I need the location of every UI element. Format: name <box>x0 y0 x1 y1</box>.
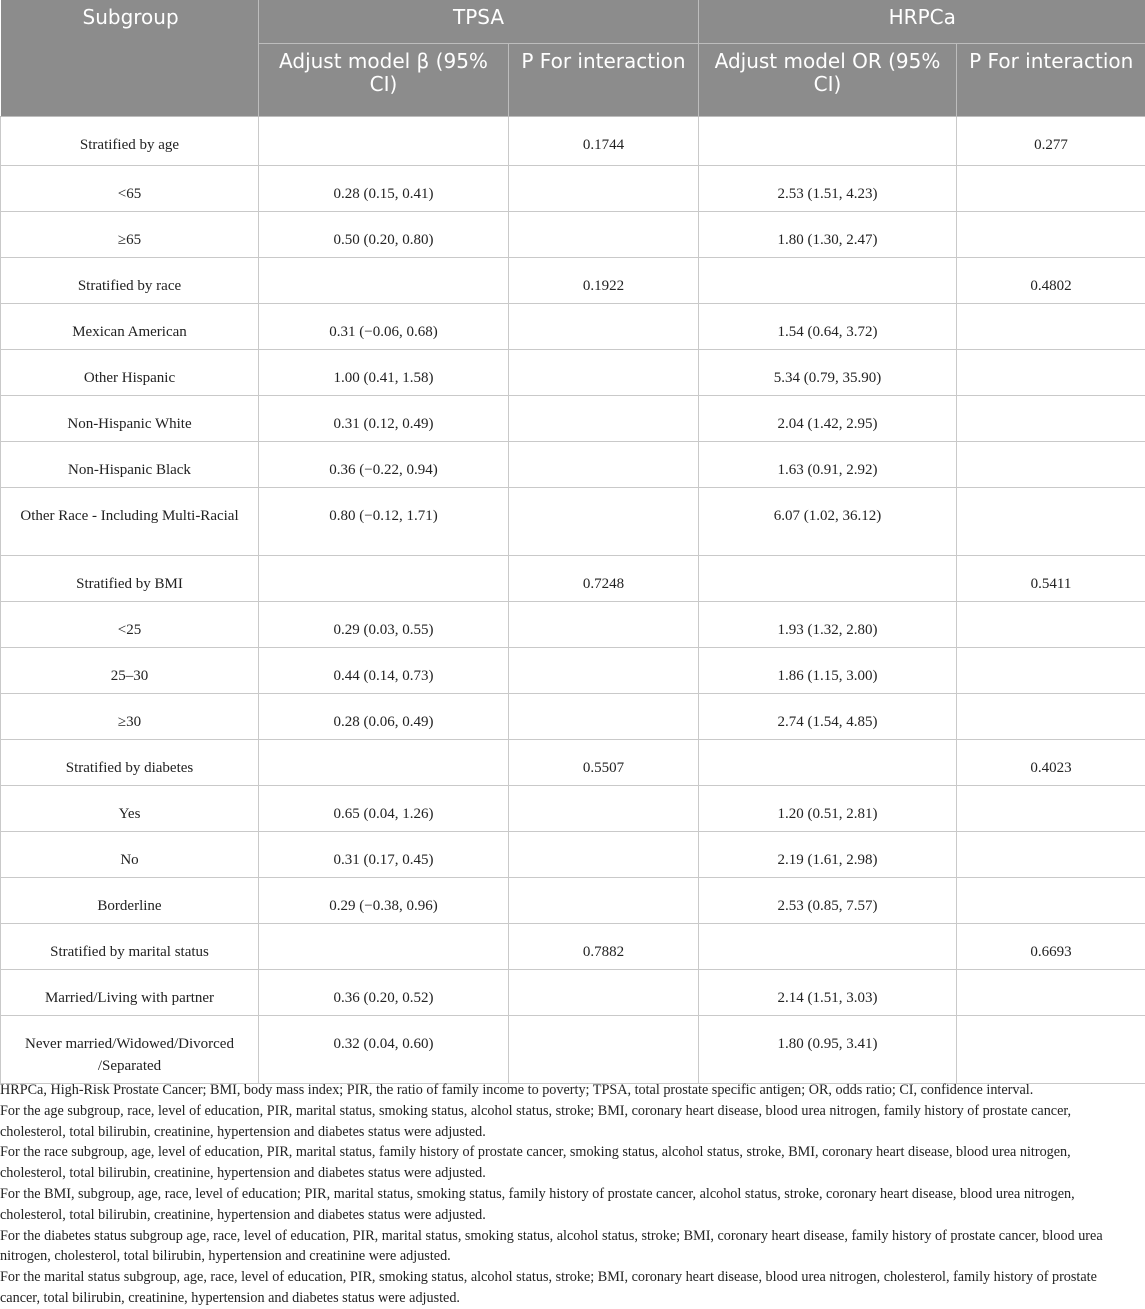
cell-hrpca-p <box>957 694 1145 740</box>
cell-tpsa-p <box>509 166 699 212</box>
cell-tpsa-beta: 0.29 (−0.38, 0.96) <box>259 878 509 924</box>
table-row <box>1 924 1145 970</box>
cell-hrpca-p <box>957 304 1145 350</box>
cell-tpsa-beta <box>259 740 509 786</box>
cell-hrpca-or: 1.54 (0.64, 3.72) <box>699 304 957 350</box>
table-row <box>1 878 1145 924</box>
cell-tpsa-beta: 0.65 (0.04, 1.26) <box>259 786 509 832</box>
cell-subgroup: ≥65 <box>1 212 259 258</box>
table-row <box>1 648 1145 694</box>
header-subgroup: Subgroup <box>1 0 259 117</box>
cell-hrpca-or: 6.07 (1.02, 36.12) <box>699 488 957 556</box>
cell-hrpca-p <box>957 350 1145 396</box>
table-row <box>1 786 1145 832</box>
table-header <box>1 0 1145 117</box>
table-row <box>1 1016 1145 1084</box>
header-tpsa-model: Adjust model β (95% CI) <box>259 44 509 117</box>
cell-tpsa-p: 0.5507 <box>509 740 699 786</box>
cell-tpsa-p <box>509 648 699 694</box>
cell-subgroup: Stratified by BMI <box>1 556 259 602</box>
footnote: For the diabetes status subgroup age, race, level of education, PIR, marital status, smoking status, alcohol status, stroke; BMI, coronary heart disease, family history of prostate cancer, blood urea nitrogen, cholesterol, total bilirubin, hypertension and creatinine were adjusted. <box>0 1226 1140 1268</box>
cell-hrpca-or <box>699 258 957 304</box>
header-hrpca-p: P For interaction <box>957 44 1145 117</box>
cell-subgroup: No <box>1 832 259 878</box>
table-row <box>1 166 1145 212</box>
cell-tpsa-beta: 0.28 (0.06, 0.49) <box>259 694 509 740</box>
cell-subgroup: Mexican American <box>1 304 259 350</box>
header-tpsa-p: P For interaction <box>509 44 699 117</box>
cell-hrpca-or: 2.53 (0.85, 7.57) <box>699 878 957 924</box>
cell-tpsa-beta: 0.31 (−0.06, 0.68) <box>259 304 509 350</box>
cell-hrpca-or <box>699 556 957 602</box>
table-row <box>1 970 1145 1016</box>
footnote: For the age subgroup, race, level of education, PIR, marital status, smoking status, alcohol status, stroke; BMI, coronary heart disease, blood urea nitrogen, family history of prostate cancer, cholesterol, total bilirubin, creatinine, hypertension and diabetes status were adjusted. <box>0 1101 1140 1143</box>
table-row <box>1 258 1145 304</box>
cell-tpsa-p <box>509 694 699 740</box>
cell-tpsa-p: 0.1744 <box>509 117 699 166</box>
cell-subgroup: <25 <box>1 602 259 648</box>
cell-tpsa-beta: 0.31 (0.12, 0.49) <box>259 396 509 442</box>
cell-tpsa-p <box>509 832 699 878</box>
cell-tpsa-p: 0.7882 <box>509 924 699 970</box>
cell-hrpca-p <box>957 832 1145 878</box>
cell-hrpca-or: 2.14 (1.51, 3.03) <box>699 970 957 1016</box>
table-row <box>1 304 1145 350</box>
cell-hrpca-or: 1.86 (1.15, 3.00) <box>699 648 957 694</box>
cell-subgroup: Never married/Widowed/Divorced /Separated <box>1 1016 259 1084</box>
cell-tpsa-p <box>509 970 699 1016</box>
table-row <box>1 556 1145 602</box>
cell-tpsa-beta: 0.31 (0.17, 0.45) <box>259 832 509 878</box>
header-hrpca: HRPCa <box>699 0 1145 44</box>
cell-subgroup: 25–30 <box>1 648 259 694</box>
cell-subgroup: Non-Hispanic Black <box>1 442 259 488</box>
cell-tpsa-p <box>509 488 699 556</box>
cell-hrpca-p <box>957 648 1145 694</box>
table-row <box>1 740 1145 786</box>
cell-hrpca-p <box>957 970 1145 1016</box>
cell-subgroup: <65 <box>1 166 259 212</box>
cell-tpsa-beta: 0.80 (−0.12, 1.71) <box>259 488 509 556</box>
cell-hrpca-or: 2.53 (1.51, 4.23) <box>699 166 957 212</box>
cell-tpsa-p <box>509 396 699 442</box>
cell-tpsa-p <box>509 442 699 488</box>
cell-hrpca-p <box>957 878 1145 924</box>
cell-subgroup: Stratified by age <box>1 117 259 166</box>
cell-hrpca-or <box>699 924 957 970</box>
table-row <box>1 117 1145 166</box>
cell-hrpca-or: 2.19 (1.61, 2.98) <box>699 832 957 878</box>
table-body <box>1 117 1145 1084</box>
cell-hrpca-p: 0.4802 <box>957 258 1145 304</box>
cell-hrpca-p <box>957 212 1145 258</box>
cell-tpsa-p <box>509 786 699 832</box>
footnote: For the marital status subgroup, age, race, level of education, PIR, smoking status, alcohol status, stroke; BMI, coronary heart disease, blood urea nitrogen, cholesterol, family history of prostate cancer, total bilirubin, creatinine, hypertension and diabetes status were adjusted. <box>0 1267 1140 1309</box>
cell-hrpca-or: 2.04 (1.42, 2.95) <box>699 396 957 442</box>
cell-subgroup: Borderline <box>1 878 259 924</box>
cell-hrpca-or <box>699 740 957 786</box>
cell-tpsa-p <box>509 878 699 924</box>
cell-tpsa-beta: 0.50 (0.20, 0.80) <box>259 212 509 258</box>
cell-hrpca-p: 0.277 <box>957 117 1145 166</box>
table-row <box>1 488 1145 556</box>
cell-subgroup: Yes <box>1 786 259 832</box>
cell-tpsa-p <box>509 212 699 258</box>
cell-tpsa-beta <box>259 258 509 304</box>
cell-hrpca-or: 2.74 (1.54, 4.85) <box>699 694 957 740</box>
footnote: HRPCa, High-Risk Prostate Cancer; BMI, body mass index; PIR, the ratio of family income to poverty; TPSA, total prostate specific antigen; OR, odds ratio; CI, confidence interval. <box>0 1080 1140 1101</box>
table-row <box>1 442 1145 488</box>
cell-tpsa-beta: 0.36 (0.20, 0.52) <box>259 970 509 1016</box>
footnote: For the race subgroup, age, level of education, PIR, marital status, family history of prostate cancer, smoking status, alcohol status, stroke, BMI, coronary heart disease, blood urea nitrogen, cholesterol, total bilirubin, creatinine, hypertension and diabetes status were adjusted. <box>0 1142 1140 1184</box>
table-row <box>1 396 1145 442</box>
cell-hrpca-p <box>957 602 1145 648</box>
cell-subgroup: Non-Hispanic White <box>1 396 259 442</box>
cell-hrpca-p <box>957 786 1145 832</box>
cell-tpsa-p: 0.7248 <box>509 556 699 602</box>
footnote: For the BMI, subgroup, age, race, level of education; PIR, marital status, smoking status, family history of prostate cancer, alcohol status, stroke, coronary heart disease, blood urea nitrogen, cholesterol, total bilirubin, creatinine, hypertension and diabetes status were adjusted. <box>0 1184 1140 1226</box>
table-row <box>1 212 1145 258</box>
cell-tpsa-beta: 0.29 (0.03, 0.55) <box>259 602 509 648</box>
cell-hrpca-or: 5.34 (0.79, 35.90) <box>699 350 957 396</box>
cell-tpsa-beta: 1.00 (0.41, 1.58) <box>259 350 509 396</box>
cell-subgroup: Stratified by marital status <box>1 924 259 970</box>
header-hrpca-model: Adjust model OR (95% CI) <box>699 44 957 117</box>
cell-tpsa-beta <box>259 924 509 970</box>
cell-hrpca-p <box>957 488 1145 556</box>
cell-tpsa-beta: 0.32 (0.04, 0.60) <box>259 1016 509 1084</box>
cell-hrpca-p <box>957 442 1145 488</box>
cell-hrpca-or: 1.63 (0.91, 2.92) <box>699 442 957 488</box>
cell-tpsa-p <box>509 602 699 648</box>
cell-tpsa-beta: 0.28 (0.15, 0.41) <box>259 166 509 212</box>
cell-hrpca-p: 0.6693 <box>957 924 1145 970</box>
cell-subgroup: Married/Living with partner <box>1 970 259 1016</box>
cell-tpsa-p: 0.1922 <box>509 258 699 304</box>
cell-hrpca-p <box>957 166 1145 212</box>
cell-subgroup: ≥30 <box>1 694 259 740</box>
cell-tpsa-p <box>509 304 699 350</box>
cell-tpsa-p <box>509 350 699 396</box>
cell-hrpca-or: 1.80 (0.95, 3.41) <box>699 1016 957 1084</box>
cell-hrpca-p <box>957 1016 1145 1084</box>
cell-subgroup: Stratified by diabetes <box>1 740 259 786</box>
cell-hrpca-p: 0.4023 <box>957 740 1145 786</box>
cell-subgroup: Stratified by race <box>1 258 259 304</box>
cell-subgroup: Other Hispanic <box>1 350 259 396</box>
cell-tpsa-beta: 0.36 (−0.22, 0.94) <box>259 442 509 488</box>
cell-hrpca-p: 0.5411 <box>957 556 1145 602</box>
header-tpsa: TPSA <box>259 0 699 44</box>
cell-tpsa-p <box>509 1016 699 1084</box>
table-row <box>1 832 1145 878</box>
cell-tpsa-beta: 0.44 (0.14, 0.73) <box>259 648 509 694</box>
table-row <box>1 350 1145 396</box>
table-footnotes <box>0 1080 1140 1309</box>
cell-tpsa-beta <box>259 556 509 602</box>
cell-hrpca-or <box>699 117 957 166</box>
cell-tpsa-beta <box>259 117 509 166</box>
cell-hrpca-or: 1.93 (1.32, 2.80) <box>699 602 957 648</box>
cell-subgroup: Other Race - Including Multi-Racial <box>1 488 259 556</box>
table-row <box>1 694 1145 740</box>
cell-hrpca-p <box>957 396 1145 442</box>
cell-hrpca-or: 1.20 (0.51, 2.81) <box>699 786 957 832</box>
cell-hrpca-or: 1.80 (1.30, 2.47) <box>699 212 957 258</box>
table-row <box>1 602 1145 648</box>
